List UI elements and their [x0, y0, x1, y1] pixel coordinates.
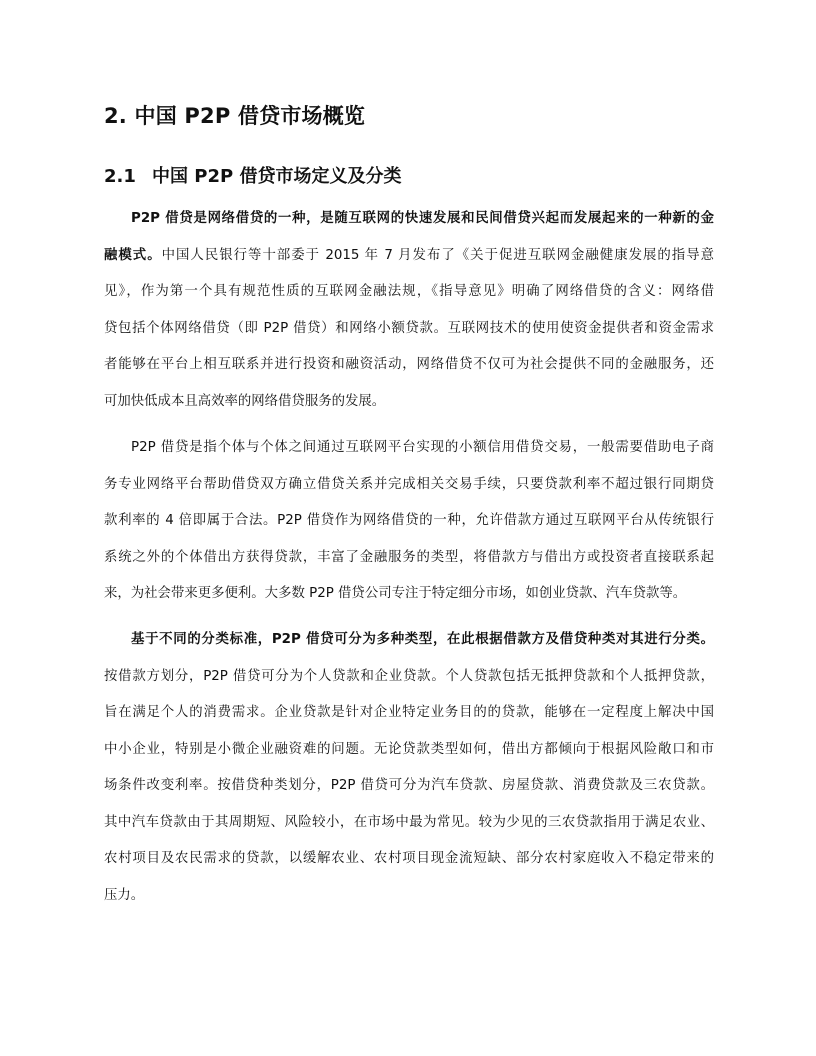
paragraph-line: 基于不同的分类标准，P2P 借贷可分为多种类型，在此根据借款方及借贷种类对其进行分类。 — [131, 632, 714, 647]
paragraph-classification — [104, 622, 714, 914]
paragraph-line: 款利率的 4 倍即属于合法。P2P 借贷作为网络借贷的一种，允许借款方通过互联网平台从传统银行 — [104, 513, 714, 528]
paragraph-explanation — [104, 430, 714, 613]
paragraph-line: 见》，作为第一个具有规范性质的互联网金融法规，《指导意见》明确了网络借贷的含义：网络借 — [104, 284, 714, 299]
paragraph-line: P2P 借贷是网络借贷的一种，是随互联网的快速发展和民间借贷兴起而发展起来的一种新的金 — [131, 211, 714, 226]
paragraph-definition — [104, 201, 714, 420]
body-text: 中国人民银行等十部委于 2015 年 7 月发布了《关于促进互联网金融健康发展的指导意 — [161, 247, 714, 263]
subsection-number: 2.1 — [104, 166, 136, 187]
paragraph-line: 者能够在平台上相互联系并进行投资和融资活动，网络借贷不仅可为社会提供不同的金融服务，还 — [104, 357, 714, 372]
paragraph-line: P2P 借贷是指个体与个体之间通过互联网平台实现的小额信用借贷交易，一般需要借助电子商 — [131, 440, 714, 455]
paragraph-line: 贷包括个体网络借贷（即 P2P 借贷）和网络小额贷款。互联网技术的使用使资金提供者和资金需求 — [104, 320, 714, 336]
paragraph-line: 中小企业，特别是小微企业融资难的问题。无论贷款类型如何，借出方都倾向于根据风险敞口和市 — [104, 741, 714, 757]
paragraph-line: 务专业网络平台帮助借贷双方确立借贷关系并完成相关交易手续，只要贷款利率不超过银行同期贷 — [104, 476, 714, 492]
paragraph-line: 系统之外的个体借出方获得贷款，丰富了金融服务的类型，将借款方与借出方或投资者直接联系起 — [104, 549, 714, 565]
section-heading: 2. 中国 P2P 借贷市场概览 — [104, 104, 366, 128]
bold-text: 融模式。 — [104, 247, 162, 263]
paragraph-line: 其中汽车贷款由于其周期短、风险较小，在市场中最为常见。较为少见的三农贷款指用于满足农业、 — [104, 814, 714, 830]
paragraph-line: 农村项目及农民需求的贷款，以缓解农业、农村项目现金流短缺、部分农村家庭收入不稳定带来的 — [104, 851, 714, 866]
paragraph-line: 按借款方划分，P2P 借贷可分为个人贷款和企业贷款。个人贷款包括无抵押贷款和个人抵押贷款， — [104, 668, 714, 684]
subsection-title: 中国 P2P 借贷市场定义及分类 — [152, 166, 402, 187]
paragraph-line: 场条件改变利率。按借贷种类划分，P2P 借贷可分为汽车贷款、房屋贷款、消费贷款及三农贷款。 — [104, 778, 714, 793]
paragraph-line: 来，为社会带来更多便利。大多数 P2P 借贷公司专注于特定细分市场，如创业贷款、汽车贷款等。 — [104, 586, 687, 601]
paragraph-line: 旨在满足个人的消费需求。企业贷款是针对企业特定业务目的的贷款，能够在一定程度上解决中国 — [104, 705, 714, 720]
subsection-heading — [104, 162, 401, 188]
paragraph-line: 压力。 — [104, 887, 145, 903]
paragraph-line — [104, 238, 714, 275]
paragraph-line: 可加快低成本且高效率的网络借贷服务的发展。 — [104, 393, 386, 409]
